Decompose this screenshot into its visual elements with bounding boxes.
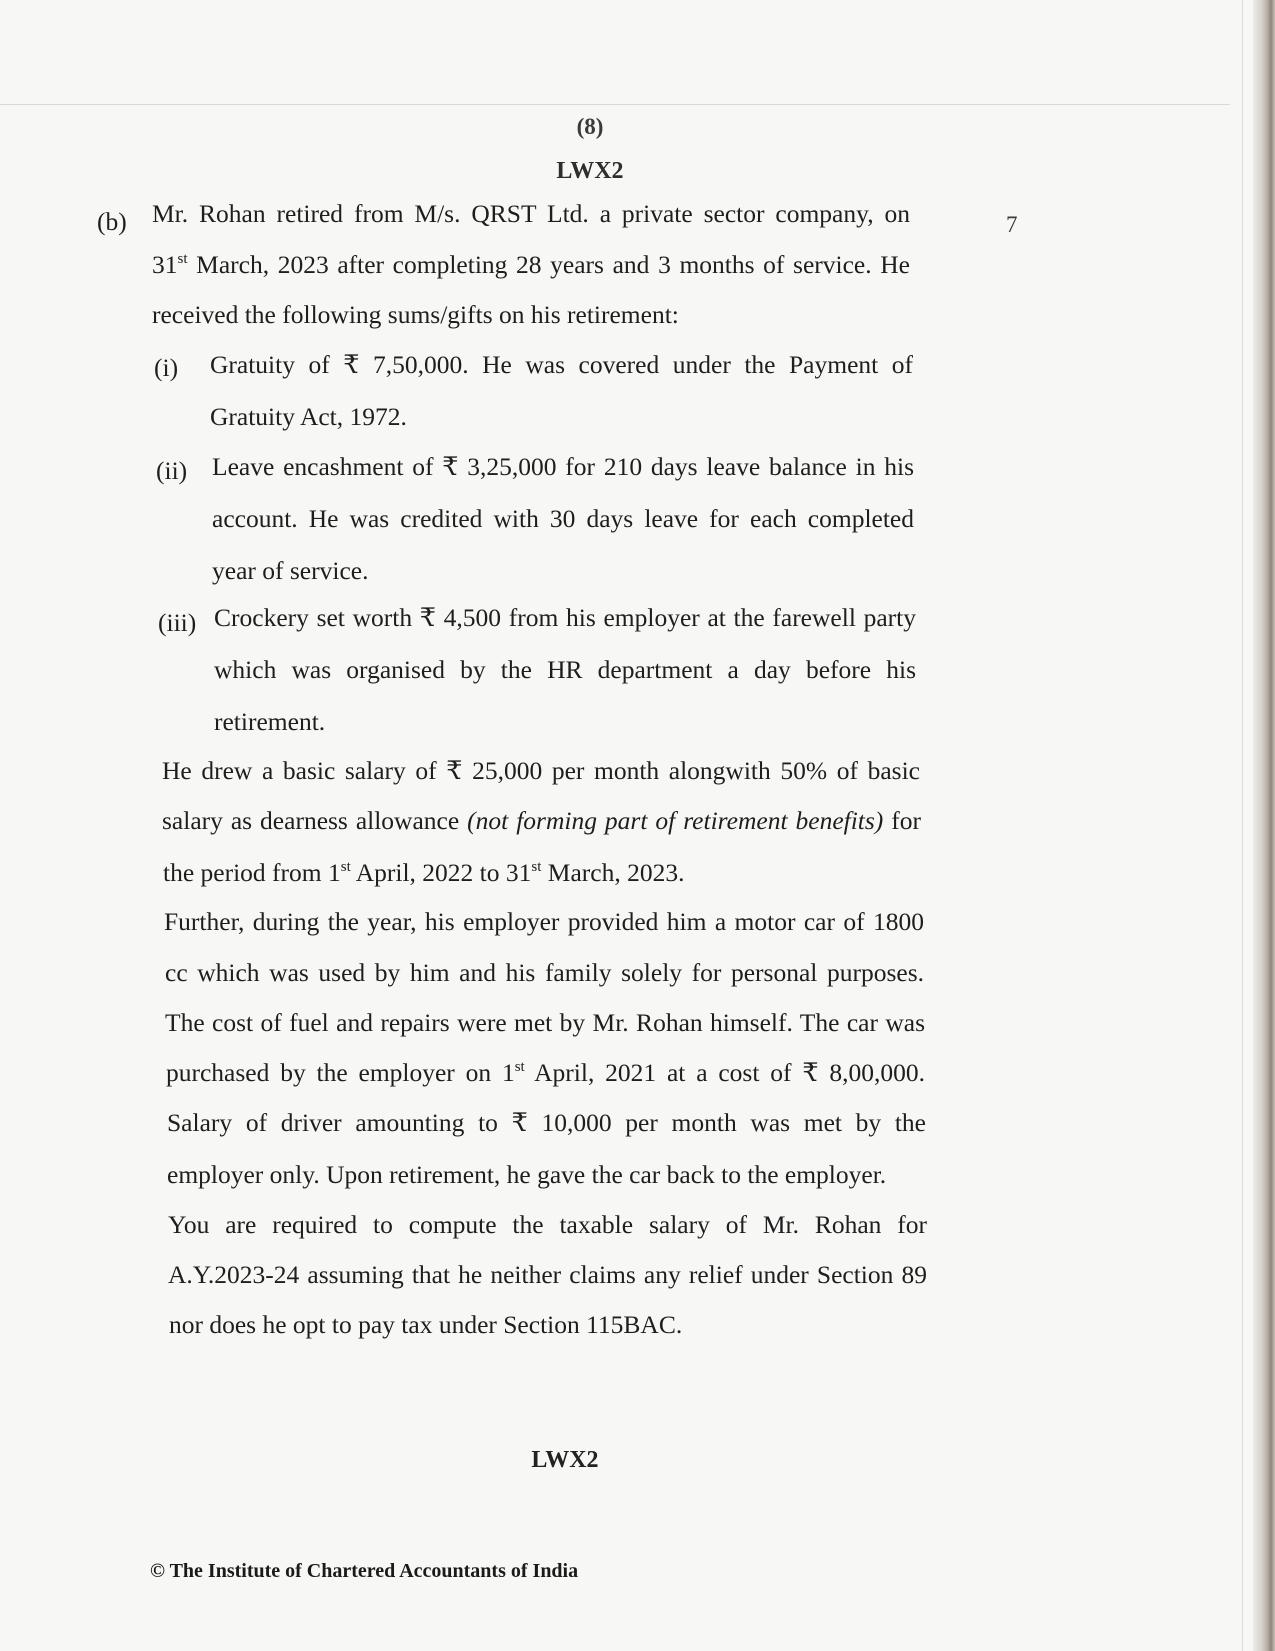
- car-line-4: purchased by the employer on 1st April, 2021 at a cost of ₹ 8,00,000.: [166, 1058, 925, 1087]
- item-ii-line-3: year of service.: [212, 556, 369, 585]
- item-iii-label: (iii): [158, 608, 197, 637]
- item-iii-line-2: which was organised by the HR department a day before his: [214, 655, 916, 684]
- task-line-1: You are required to compute the taxable salary of Mr. Rohan for: [168, 1210, 927, 1239]
- car-line-3: The cost of fuel and repairs were met by Mr. Rohan himself. The car was: [165, 1008, 925, 1037]
- car-line-5: Salary of driver amounting to ₹ 10,000 per month was met by the: [167, 1108, 926, 1137]
- item-ii-line-2: account. He was credited with 30 days leave for each completed: [212, 504, 914, 533]
- item-iii-line-3: retirement.: [214, 707, 326, 736]
- intro-line-3: received the following sums/gifts on his retirement:: [152, 300, 679, 329]
- task-line-3: nor does he opt to pay tax under Section 115BAC.: [169, 1310, 683, 1339]
- task-line-2: A.Y.2023-24 assuming that he neither claims any relief under Section 89: [168, 1260, 927, 1289]
- paper-code-header: LWX2: [556, 158, 624, 184]
- question-label: (b): [97, 207, 127, 236]
- copyright-notice: © The Institute of Chartered Accountants of India: [150, 1560, 579, 1582]
- top-divider: [0, 104, 1230, 105]
- intro-line-2: 31st March, 2023 after completing 28 years and 3 months of service. He: [152, 250, 910, 279]
- item-ii-line-1: Leave encashment of ₹ 3,25,000 for 210 days leave balance in his: [212, 452, 914, 481]
- intro-line-1: Mr. Rohan retired from M/s. QRST Ltd. a private sector company, on: [152, 199, 910, 228]
- margin-line: [1242, 0, 1243, 1651]
- paper-code-footer: LWX2: [531, 1447, 599, 1473]
- item-i-label: (i): [154, 353, 179, 382]
- item-i-line-2: Gratuity Act, 1972.: [210, 402, 407, 431]
- page-number: (8): [576, 114, 604, 139]
- salary-line-3: the period from 1st April, 2022 to 31st March, 2023.: [163, 858, 685, 887]
- salary-line-1: He drew a basic salary of ₹ 25,000 per month alongwith 50% of basic: [162, 756, 920, 785]
- page-edge: [1253, 0, 1275, 1651]
- question-marks: 7: [1006, 212, 1018, 237]
- car-line-6: employer only. Upon retirement, he gave the car back to the employer.: [167, 1160, 887, 1189]
- car-line-1: Further, during the year, his employer provided him a motor car of 1800: [164, 907, 924, 936]
- car-line-2: cc which was used by him and his family solely for personal purposes.: [165, 958, 924, 987]
- item-ii-label: (ii): [156, 456, 188, 485]
- item-i-line-1: Gratuity of ₹ 7,50,000. He was covered under the Payment of: [210, 350, 913, 379]
- salary-line-2: salary as dearness allowance (not forming part of retirement benefits) for: [162, 806, 922, 835]
- item-iii-line-1: Crockery set worth ₹ 4,500 from his employer at the farewell party: [214, 603, 916, 632]
